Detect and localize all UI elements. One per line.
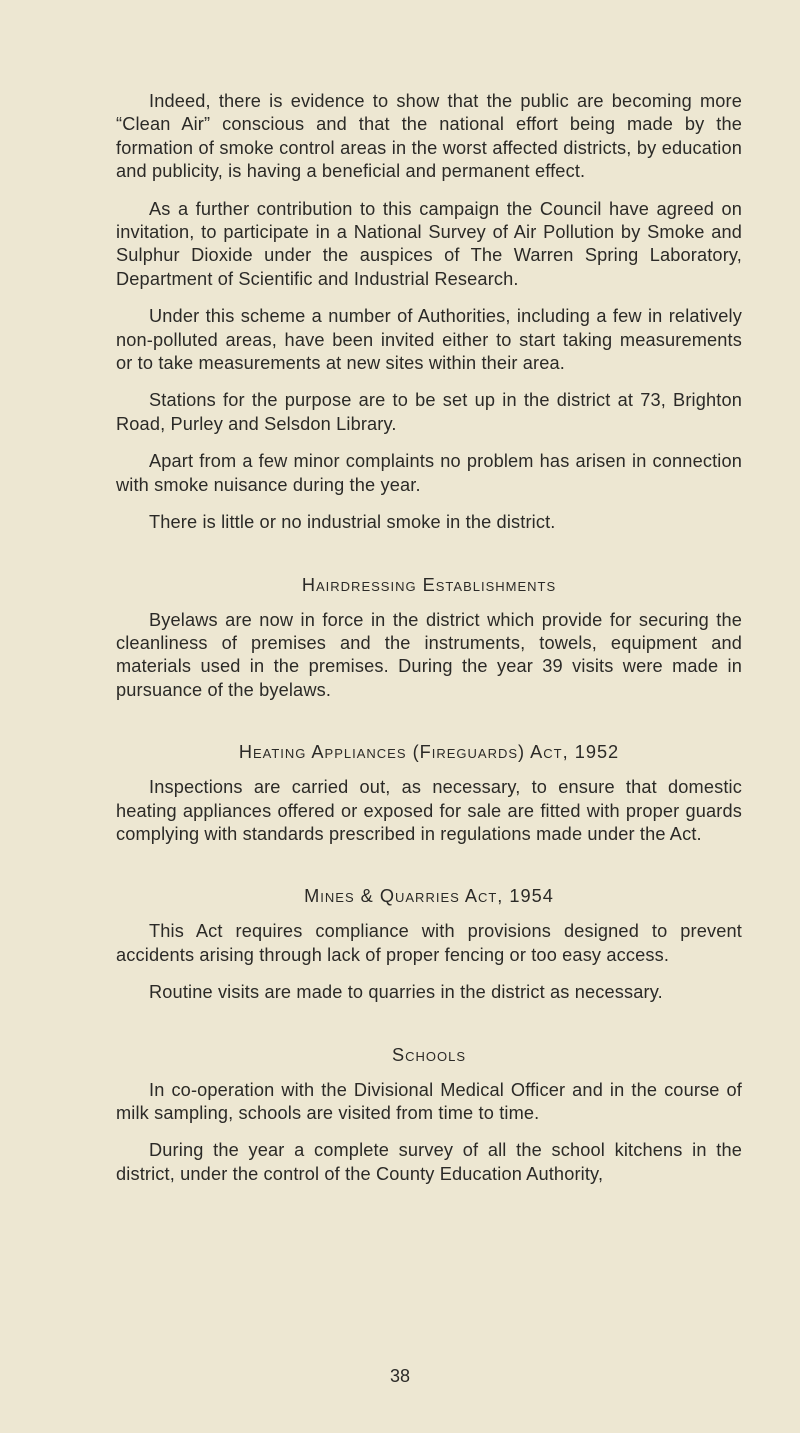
page-content — [116, 90, 742, 1186]
section-heading-schools: Schools — [391, 1044, 467, 1065]
section-heading-mines-quarries: Mines & Quarries Act, 1954 — [304, 886, 554, 907]
paragraph: As a further contribution to this campaign the Council have agreed on invitation, to participate in a National Survey of Air Pollution by Smoke and Sulphur Dioxide under the auspices of The Warren Spring Laboratory, Department of Scientific and Industrial Research. — [116, 198, 742, 289]
paragraph: In co-operation with the Divisional Medical Officer and in the course of milk sampling, schools are visited from time to time. — [116, 1079, 742, 1123]
paragraph: Under this scheme a number of Authorities, including a few in relatively non-polluted areas, have been invited either to start taking measurements or to take measurements at new sites within their area. — [116, 306, 742, 374]
paragraph: During the year a complete survey of all the school kitchens in the district, under the control of the County Education Authority, — [116, 1140, 742, 1184]
section-heading-heating-appliances: Heating Appliances (Fireguards) Act, 1952 — [238, 742, 620, 763]
page-number: 38 — [389, 1366, 411, 1386]
paragraph: Routine visits are made to quarries in the district as necessary. — [149, 982, 663, 1003]
paragraph: This Act requires compliance with provisions designed to prevent accidents arising through lack of proper fencing or too easy access. — [116, 921, 742, 965]
paragraph: Inspections are carried out, as necessary, to ensure that domestic heating appliances offered or exposed for sale are fitted with proper guards complying with standards prescribed in regulations made under the Act. — [116, 777, 742, 844]
paragraph: Byelaws are now in force in the district which provide for securing the cleanliness of premises and the instruments, towels, equipment and materials used in the premises. During the year 39 visits were made in pursuance of the byelaws. — [116, 609, 742, 700]
paragraph: Stations for the purpose are to be set up in the district at 73, Brighton Road, Purley and Selsdon Library. — [116, 390, 742, 434]
paragraph: Apart from a few minor complaints no problem has arisen in connection with smoke nuisance during the year. — [116, 451, 742, 495]
paragraph: There is little or no industrial smoke in the district. — [149, 512, 556, 533]
section-heading-hairdressing: Hairdressing Establishments — [301, 574, 557, 595]
paragraph: Indeed, there is evidence to show that the public are becoming more “Clean Air” conscious and that the national effort being made by the formation of smoke control areas in the worst affected districts, by education and publicity, is having a beneficial and permanent effect. — [116, 91, 742, 182]
